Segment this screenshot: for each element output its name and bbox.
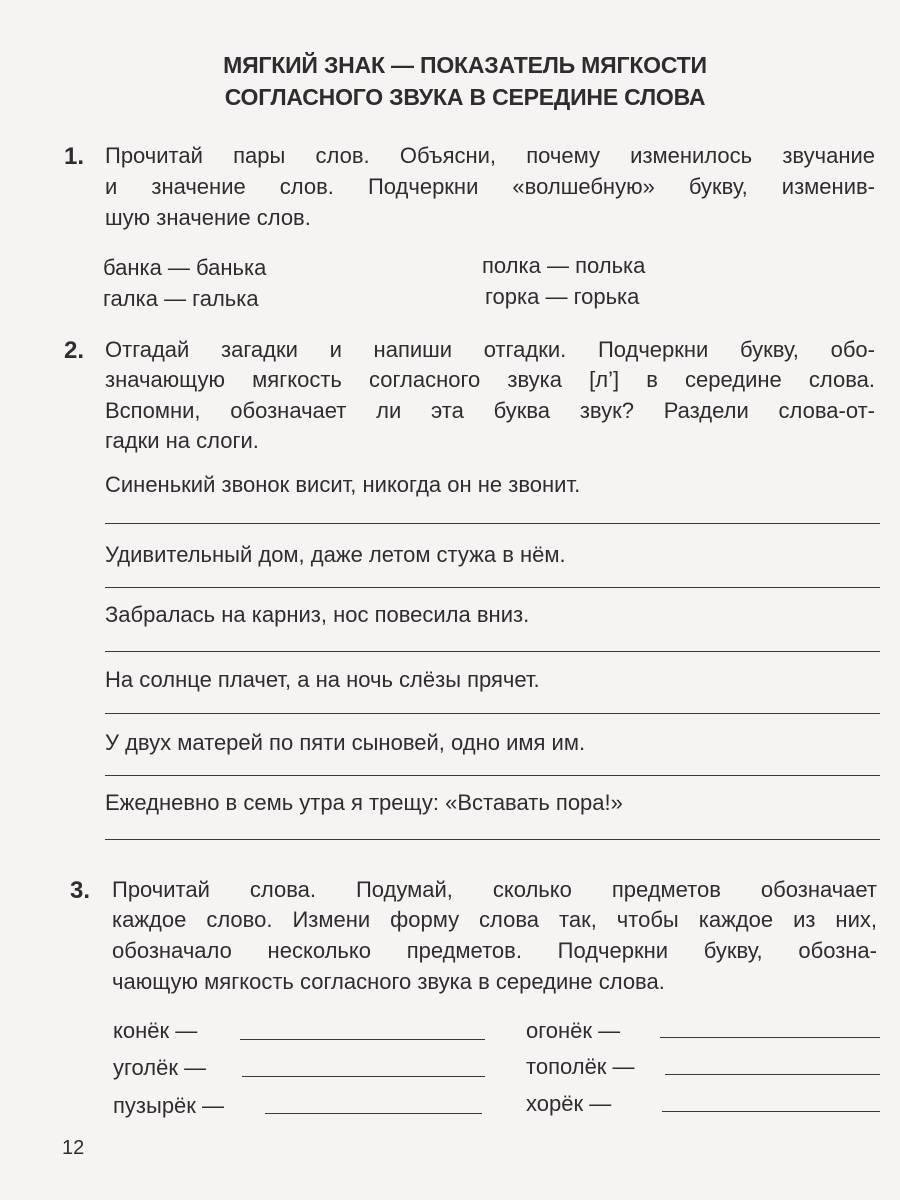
page-title-line-2: СОГЛАСНОГО ЗВУКА В СЕРЕДИНЕ СЛОВА (224, 84, 706, 110)
word-pair: банка — банька (103, 255, 267, 280)
answer-line[interactable] (660, 1037, 880, 1038)
answer-line[interactable] (105, 713, 880, 714)
answer-line[interactable] (105, 523, 880, 524)
task-1-text: и значение слов. Подчеркни «волшебную» букву, изменив- (105, 174, 875, 199)
task-2-text: Вспомни, обозначает ли эта буква звук? Раздели слова-от- (105, 398, 875, 423)
answer-line[interactable] (265, 1113, 482, 1114)
word: конёк — (113, 1018, 198, 1043)
word: хорёк — (526, 1091, 612, 1116)
task-1-text: шую значение слов. (105, 205, 311, 230)
answer-line[interactable] (662, 1111, 880, 1112)
task-2-number: 2. (64, 337, 85, 364)
riddle: У двух матерей по пяти сыновей, одно имя им. (105, 730, 586, 755)
word: пузырёк — (113, 1093, 225, 1118)
task-3-text: Прочитай слова. Подумай, сколько предметов обозначает (112, 877, 877, 902)
answer-line[interactable] (242, 1076, 485, 1077)
word: огонёк — (526, 1018, 621, 1043)
riddle: Забралась на карниз, нос повесила вниз. (105, 602, 530, 627)
riddle: На солнце плачет, а на ночь слёзы прячет. (105, 667, 540, 692)
task-3-number: 3. (70, 877, 91, 904)
answer-line[interactable] (105, 587, 880, 588)
task-2-text: значающую мягкость согласного звука [л’] в середине слова. (105, 367, 875, 392)
word: тополёк — (526, 1054, 635, 1079)
page-title-line-1: МЯГКИЙ ЗНАК — ПОКАЗАТЕЛЬ МЯГКОСТИ (223, 52, 707, 78)
task-3-text: чающую мягкость согласного звука в середине слова. (112, 969, 665, 994)
answer-line[interactable] (240, 1039, 485, 1040)
riddle: Удивительный дом, даже летом стужа в нём. (105, 542, 566, 567)
answer-line[interactable] (665, 1074, 880, 1075)
riddle: Ежедневно в семь утра я трещу: «Вставать пора!» (105, 790, 623, 815)
task-1-number: 1. (64, 143, 85, 170)
task-2-text: гадки на слоги. (105, 428, 259, 453)
task-3-text: обозначало несколько предметов. Подчеркни букву, обозна- (112, 938, 877, 963)
task-3-text: каждое слово. Измени форму слова так, чтобы каждое из них, (112, 907, 877, 932)
word-pair: горка — горька (485, 284, 640, 309)
word-pair: полка — полька (482, 253, 646, 278)
task-1-text: Прочитай пары слов. Объясни, почему изменилось звучание (105, 143, 875, 168)
word: уголёк — (113, 1055, 207, 1080)
page-number: 12 (62, 1137, 85, 1159)
word-pair: галка — галька (103, 286, 259, 311)
answer-line[interactable] (105, 839, 880, 840)
riddle: Синенький звонок висит, никогда он не звонит. (105, 472, 581, 497)
answer-line[interactable] (105, 651, 880, 652)
answer-line[interactable] (105, 775, 880, 776)
task-2-text: Отгадай загадки и напиши отгадки. Подчеркни букву, обо- (105, 337, 875, 362)
